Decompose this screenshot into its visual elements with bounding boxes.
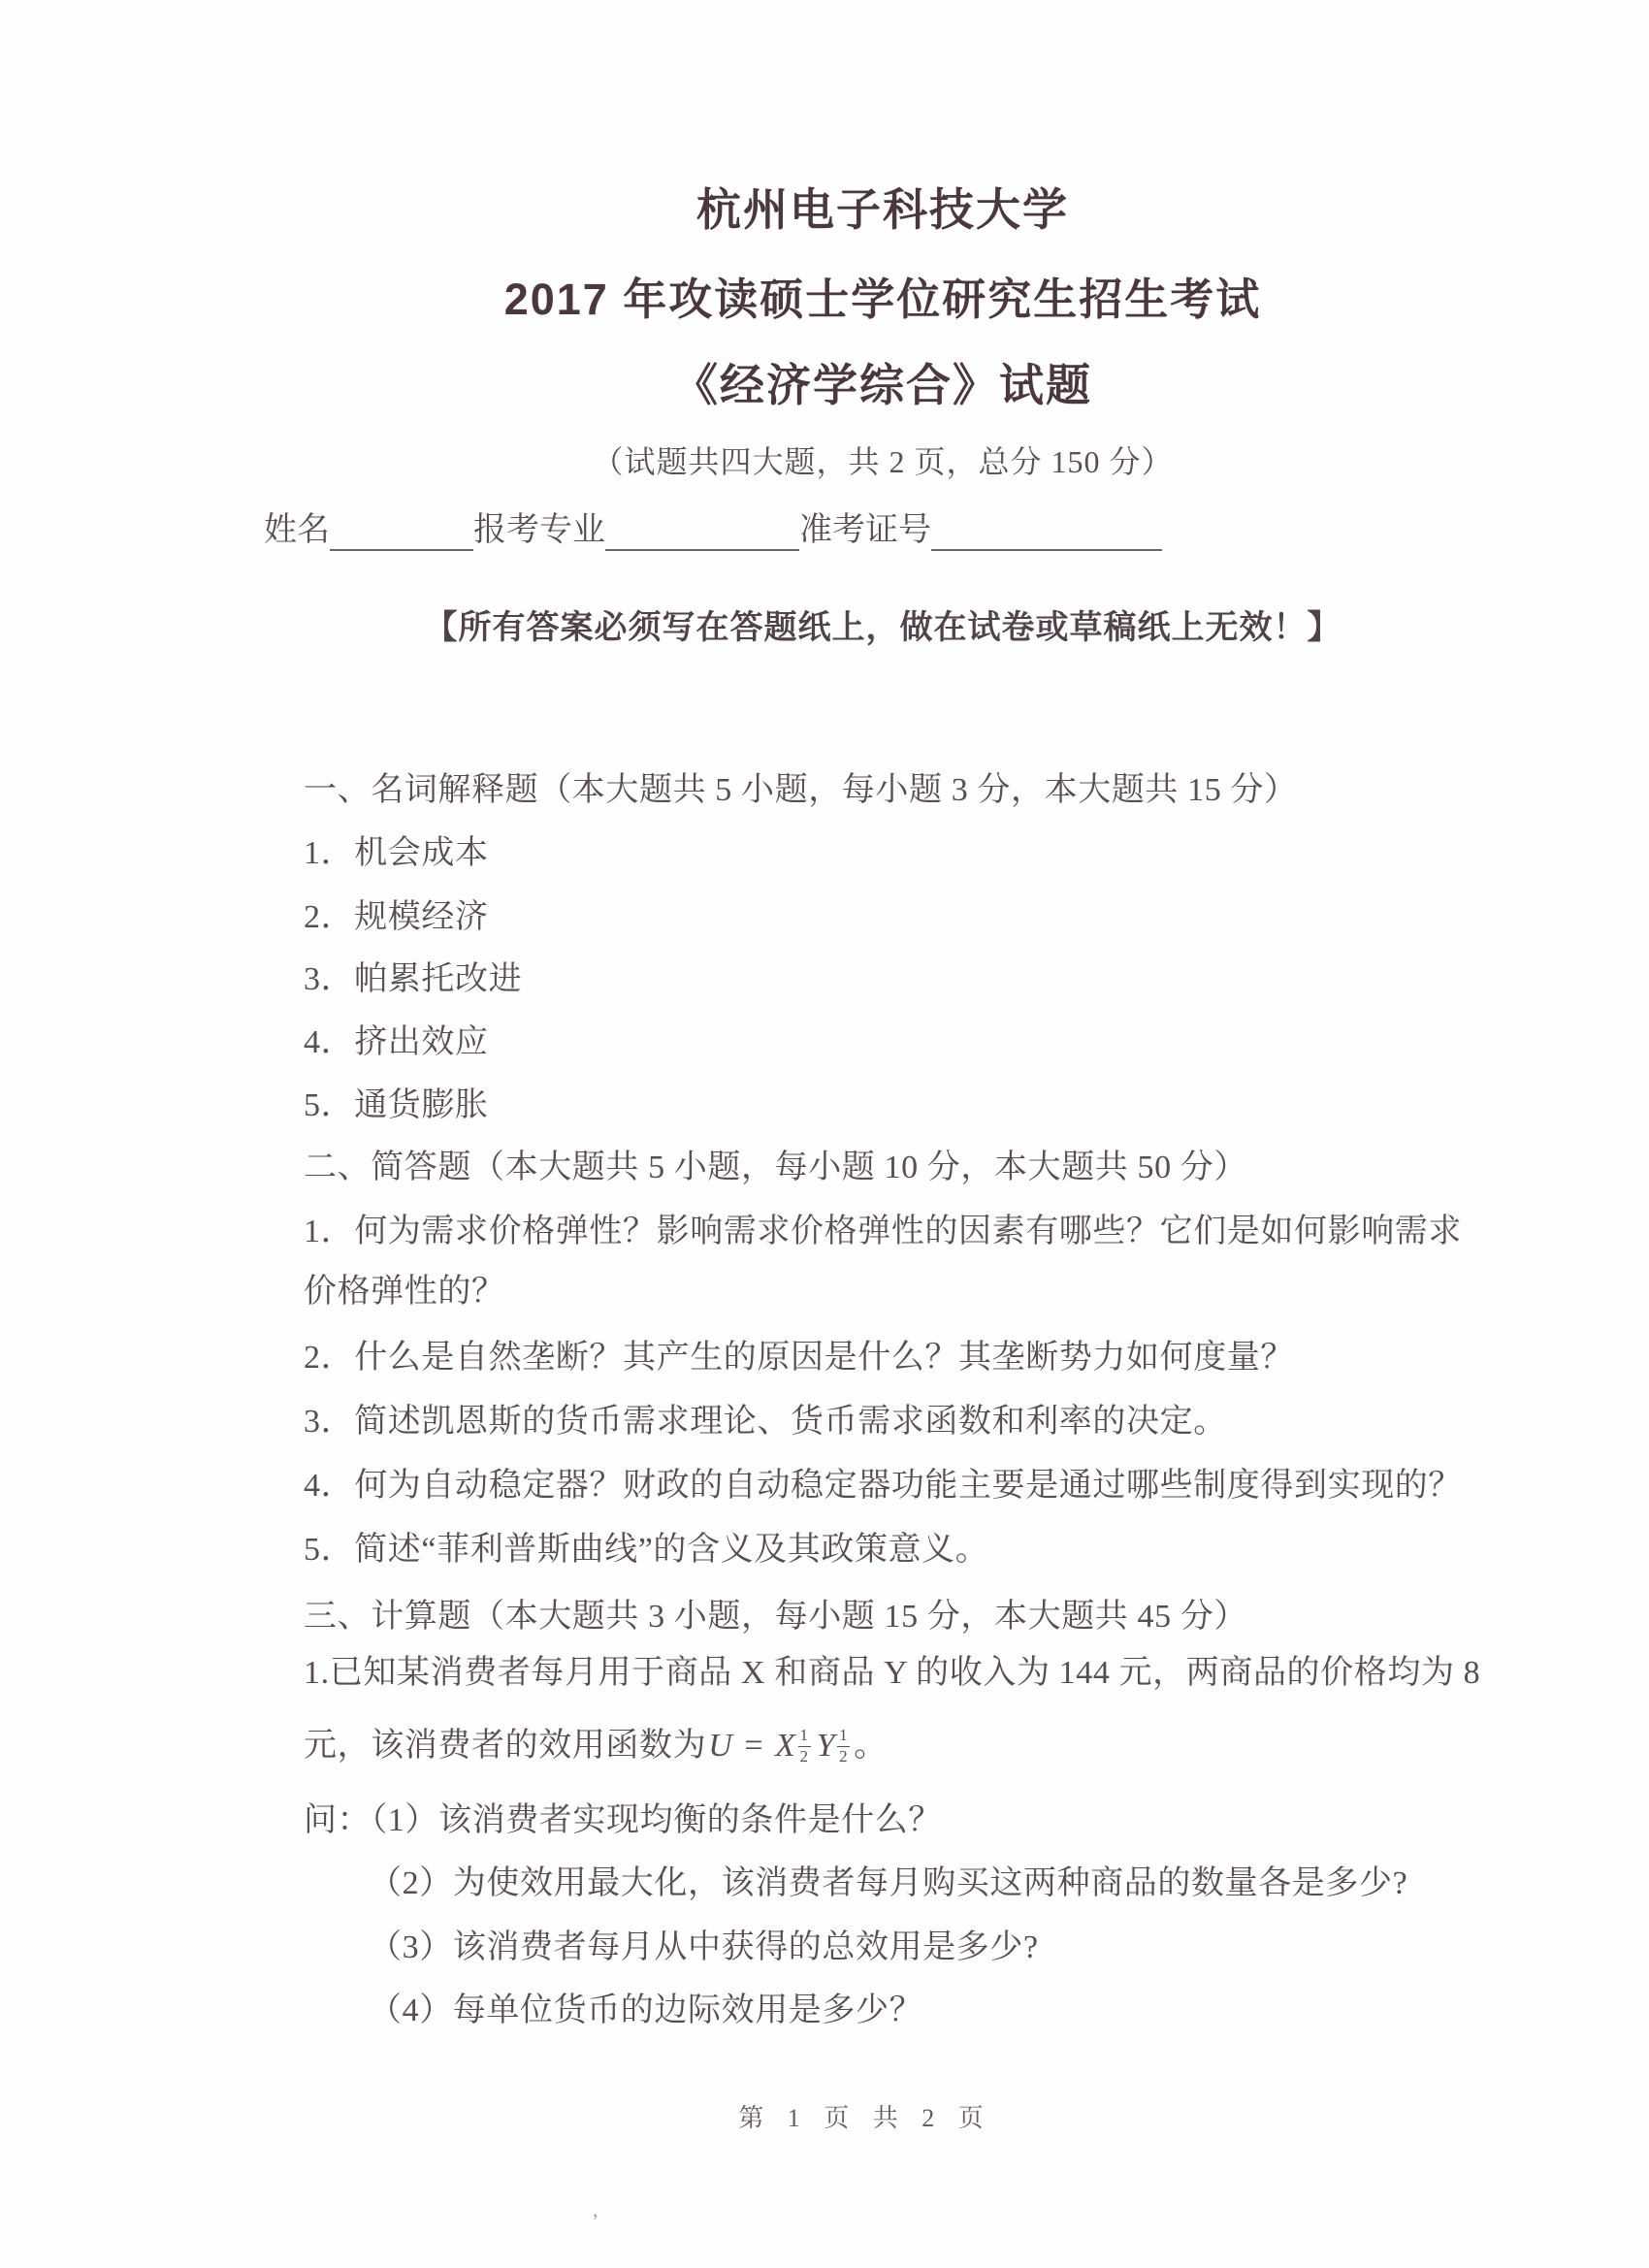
candidate-info-row [264,511,1162,551]
formula-exponent-x-numerator: 1 [798,1727,811,1747]
formula-exponent-y-denominator: 2 [839,1746,849,1766]
term-item-2: 2．规模经济 [304,899,489,935]
exam-session-title: 2017 年攻读硕士学位研究生招生考试 [503,275,1262,324]
short-answer-3: 3．简述凯恩斯的货币需求理论、货币需求函数和利率的决定。 [304,1404,1227,1440]
term-item-1: 1．机会成本 [304,835,489,871]
term-item-5: 5．通货膨胀 [304,1087,489,1123]
short-answer-5: 5．简述“菲利普斯曲线”的含义及其政策意义。 [304,1532,989,1568]
term-item-3: 3．帕累托改进 [304,961,523,997]
short-answer-1-line1: 1．何为需求价格弹性？影响需求价格弹性的因素有哪些？它们是如何影响需求 [304,1214,1462,1249]
formula-period: 。 [854,1728,888,1764]
paper-meta: （试题共四大题，共 2 页，总分 150 分） [592,444,1174,479]
calc-problem-1-intro: 1.已知某消费者每月用于商品 X 和商品 Y 的收入为 144 元，两商品的价格均为 8 [304,1655,1481,1691]
section1-heading: 一、名词解释题（本大题共 5 小题，每小题 3 分，本大题共 15 分） [304,772,1298,808]
formula-exponent-y-numerator: 1 [837,1727,850,1747]
formula-exponent-y [837,1727,850,1766]
formula-var-y: Y [816,1728,836,1764]
formula-exponent-x-denominator: 2 [799,1746,809,1766]
short-answer-2: 2．什么是自然垄断？其产生的原因是什么？其垄断势力如何度量？ [304,1340,1294,1376]
calc-question-2: （2）为使效用最大化，该消费者每月购买这两种商品的数量各是多少? [369,1865,1408,1901]
scan-speck: ’ [592,2209,599,2233]
section2-heading: 二、简答题（本大题共 5 小题，每小题 10 分，本大题共 50 分） [304,1150,1247,1185]
section3-heading: 三、计算题（本大题共 3 小题，每小题 15 分，本大题共 45 分） [304,1599,1247,1635]
calc-question-1: 问：（1）该消费者实现均衡的条件是什么？ [304,1802,942,1838]
answer-notice: 【所有答案必须写在答题纸上，做在试卷或草稿纸上无效！】 [424,609,1342,646]
calc-problem-1-formula [304,1725,888,1767]
name-label: 姓名 [264,512,330,548]
short-answer-4: 4．何为自动稳定器？财政的自动稳定器功能主要是通过哪些制度得到实现的？ [304,1468,1462,1504]
major-blank [605,512,799,551]
page-footer: 第 1 页 共 2 页 [738,2104,988,2132]
short-answer-1-line2: 价格弹性的？ [304,1274,505,1310]
formula-equals-sign: = [744,1728,764,1764]
formula-var-x: X [775,1728,796,1764]
ticket-label: 准考证号 [799,512,931,548]
formula-exponent-x [798,1727,811,1766]
university-title: 杭州电子科技大学 [696,184,1069,235]
formula-var-u: U [708,1728,733,1764]
calc-question-4: （4）每单位货币的边际效用是多少？ [369,1993,923,2028]
calc-question-3: （3）该消费者每月从中获得的总效用是多少? [369,1929,1039,1965]
term-item-4: 4．挤出效应 [304,1024,489,1060]
major-label: 报考专业 [473,512,605,548]
ticket-blank [931,512,1162,551]
paper-title: 《经济学综合》试题 [673,360,1092,410]
name-blank [330,512,473,551]
formula-prefix: 元，该消费者的效用函数为 [304,1728,707,1764]
